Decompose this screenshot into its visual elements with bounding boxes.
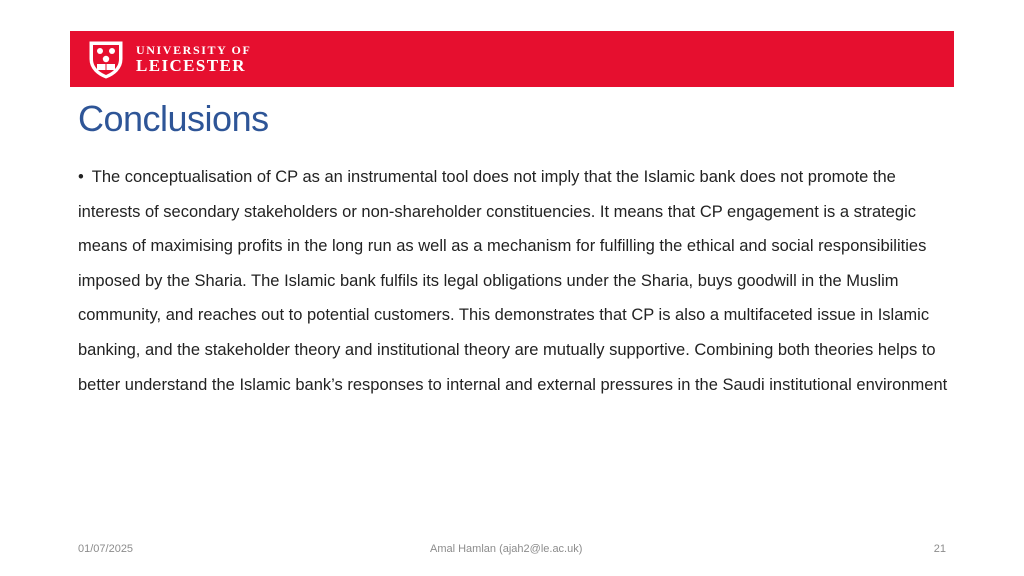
university-logo xyxy=(86,39,251,79)
bullet-marker: • xyxy=(78,168,84,186)
footer-page-number: 21 xyxy=(933,543,946,555)
slide-title: Conclusions xyxy=(78,98,269,139)
footer-date: 01/07/2025 xyxy=(78,543,134,555)
university-crest-icon xyxy=(86,39,126,79)
logo-text-line1: UNIVERSITY OF xyxy=(136,43,252,57)
bullet-text: The conceptualisation of CP as an instrumental tool does not imply that the Islamic bank does not promote the interests of secondary stakeholders or non-shareholder constituencies. It means that CP engagement is a strategic means of maximising profits in the long run as well as a mechanism for fulfilling the ethical and social responsibilities imposed by the Sharia. The Islamic bank fulfils its legal obligations under the Sharia, buys goodwill in the Muslim community, and reaches out to potential customers. This demonstrates that CP is also a multifaceted issue in Islamic banking, and the stakeholder theory and institutional theory are mutually supportive. Combining both theories helps to better understand the Islamic bank’s responses to internal and external pressures in the Saudi institutional environment xyxy=(78,168,948,394)
logo-text-line2: LEICESTER xyxy=(136,56,246,75)
header-banner xyxy=(70,31,954,87)
footer-author: Amal Hamlan (ajah2@le.ac.uk) xyxy=(430,543,583,555)
bullet-paragraph xyxy=(78,160,954,402)
